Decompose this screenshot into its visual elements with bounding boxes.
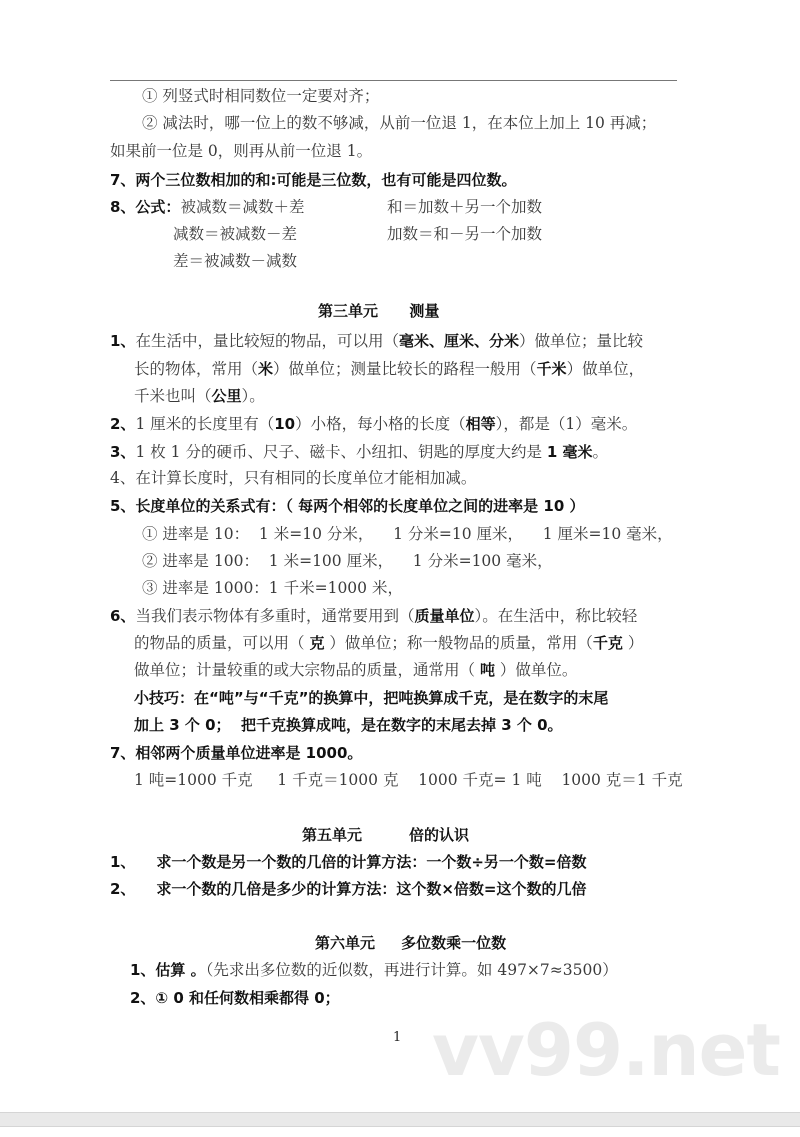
text: ② 进率是 100： 1 米=100 厘米， 1 分米=100 毫米， bbox=[142, 552, 553, 570]
bold-text: 6、 bbox=[110, 607, 136, 625]
section-title bbox=[302, 825, 469, 845]
text: 1 枚 1 分的硬币、尺子、磁卡、小纽扣、钥匙的厚度大约是 bbox=[135, 443, 547, 461]
text-line bbox=[110, 331, 643, 351]
text-line bbox=[134, 688, 608, 708]
text-line bbox=[110, 170, 516, 190]
page-bottom-bar bbox=[0, 1112, 800, 1127]
text-line bbox=[142, 551, 553, 571]
section-title bbox=[318, 301, 439, 321]
bold-text: 加上 3 个 0； 把千克换算成吨，是在数字的末尾去掉 3 个 0。 bbox=[134, 716, 563, 734]
text-line bbox=[110, 606, 637, 626]
bold-text: 公里 bbox=[211, 387, 242, 405]
text: 如果前一位是 0，则再从前一位退 1。 bbox=[110, 142, 373, 160]
text-line bbox=[110, 468, 476, 488]
text: 差＝被减数－减数 bbox=[173, 252, 298, 270]
bold-text: 小技巧：在“吨”与“千克”的换算中，把吨换算成千克，是在数字的末尾 bbox=[134, 689, 609, 707]
text: 长的物体，常用（ bbox=[134, 360, 259, 378]
text: ），都是（1）毫米。 bbox=[495, 415, 638, 433]
text-line bbox=[142, 524, 673, 544]
text: ）。 bbox=[241, 387, 265, 405]
text-line bbox=[173, 224, 297, 244]
text: 的物品的质量，可以用（ bbox=[134, 634, 310, 652]
text: 1 吨=1000 千克 1 千克＝1000 克 1000 千克= 1 吨 1000 克＝1 千克 bbox=[134, 771, 683, 789]
section-title bbox=[315, 933, 506, 953]
text: ）做单位， bbox=[566, 360, 645, 378]
text-line bbox=[387, 197, 542, 217]
text-line bbox=[110, 141, 372, 161]
text-line bbox=[110, 879, 586, 899]
text: （先求出多位数的近似数，再进行计算。如 497×7≈3500） bbox=[205, 961, 618, 979]
watermark: vv99.net bbox=[432, 1008, 780, 1092]
text-line bbox=[110, 197, 304, 217]
text-line bbox=[134, 770, 683, 790]
text: ）。在生活中，称比较轻 bbox=[474, 607, 638, 625]
text: ① 进率是 10： 1 米=10 分米， 1 分米=10 厘米， 1 厘米=10 毫米， bbox=[142, 525, 673, 543]
text: 加数＝和－另一个加数 bbox=[387, 225, 543, 243]
bold-text: 8、公式： bbox=[110, 198, 181, 216]
bold-text: 10 bbox=[274, 415, 296, 433]
bold-text: 米 bbox=[258, 360, 274, 378]
bold-text: 质量单位 bbox=[414, 607, 475, 625]
text-line bbox=[110, 852, 586, 872]
text: 减数＝被减数－差 bbox=[173, 225, 298, 243]
text: ） bbox=[622, 634, 644, 652]
text-line bbox=[142, 578, 403, 598]
text: ）做单位；测量比较长的路程一般用（ bbox=[273, 360, 537, 378]
text-line bbox=[134, 660, 577, 680]
text: 做单位；计量较重的或大宗物品的质量，通常用（ bbox=[134, 661, 480, 679]
text-line bbox=[130, 988, 340, 1008]
bold-text: 2、 bbox=[110, 415, 136, 433]
text: ）做单位。 bbox=[494, 661, 578, 679]
text-line bbox=[142, 113, 656, 133]
bold-text: 1、 bbox=[110, 332, 136, 350]
section-title-text: 第五单元 倍的认识 bbox=[302, 826, 470, 844]
text-line bbox=[110, 743, 362, 763]
text: 4、在计算长度时，只有相同的长度单位才能相加减。 bbox=[110, 469, 477, 487]
section-title-text: 第六单元 多位数乘一位数 bbox=[315, 934, 507, 952]
text: 。 bbox=[592, 443, 609, 461]
text-line bbox=[134, 359, 644, 379]
text: ）做单位；称一般物品的质量，常用（ bbox=[324, 634, 593, 652]
bold-text: 1、估算 。 bbox=[130, 961, 206, 979]
text-line bbox=[142, 86, 379, 106]
text-line bbox=[110, 496, 584, 516]
text: 1 厘米的长度里有（ bbox=[135, 415, 275, 433]
bold-text: 2、① 0 和任何数相乘都得 0； bbox=[130, 989, 340, 1007]
bold-text: 7、相邻两个质量单位进率是 1000。 bbox=[110, 744, 363, 762]
text-line bbox=[134, 633, 643, 653]
text-line bbox=[387, 224, 542, 244]
bold-text: 5、长度单位的关系式有：（ 每两个相邻的长度单位之间的进率是 10 ） bbox=[110, 497, 585, 515]
page-number: 1 bbox=[393, 1030, 402, 1045]
text: ① 列竖式时相同数位一定要对齐； bbox=[142, 87, 380, 105]
text: ③ 进率是 1000：1 千米=1000 米， bbox=[142, 579, 403, 597]
bold-text: 1、 求一个数是另一个数的几倍的计算方法：一个数÷另一个数=倍数 bbox=[110, 853, 587, 871]
text: ）小格，每小格的长度（ bbox=[295, 415, 466, 433]
text: 和＝加数＋另一个加数 bbox=[387, 198, 543, 216]
text: ② 减法时，哪一位上的数不够减，从前一位退 1，在本位上加上 10 再减； bbox=[142, 114, 657, 132]
bold-text: 克 bbox=[309, 634, 325, 652]
bold-text: 毫米、厘米、分米 bbox=[398, 332, 519, 350]
bold-text: 2、 求一个数的几倍是多少的计算方法：这个数×倍数=这个数的几倍 bbox=[110, 880, 587, 898]
bold-text: 7、两个三位数相加的和:可能是三位数，也有可能是四位数。 bbox=[110, 171, 517, 189]
text-line bbox=[110, 414, 637, 434]
text: 被减数＝减数＋差 bbox=[180, 198, 305, 216]
text: ）做单位；量比较 bbox=[518, 332, 643, 350]
text-line bbox=[173, 251, 297, 271]
text-line bbox=[134, 386, 265, 406]
bold-text: 相等 bbox=[465, 415, 496, 433]
bold-text: 千克 bbox=[592, 634, 623, 652]
text-line bbox=[130, 960, 618, 980]
text-line bbox=[134, 715, 563, 735]
text: 在生活中，量比较短的物品，可以用（ bbox=[135, 332, 399, 350]
header-rule bbox=[110, 80, 677, 81]
text: 当我们表示物体有多重时，通常要用到（ bbox=[135, 607, 415, 625]
text-line bbox=[110, 442, 608, 462]
bold-text: 千米 bbox=[536, 360, 567, 378]
text: 千米也叫（ bbox=[134, 387, 212, 405]
bold-text: 吨 bbox=[479, 661, 495, 679]
bold-text: 1 毫米 bbox=[546, 443, 593, 461]
bold-text: 3、 bbox=[110, 443, 136, 461]
section-title-text: 第三单元 测量 bbox=[318, 302, 440, 320]
